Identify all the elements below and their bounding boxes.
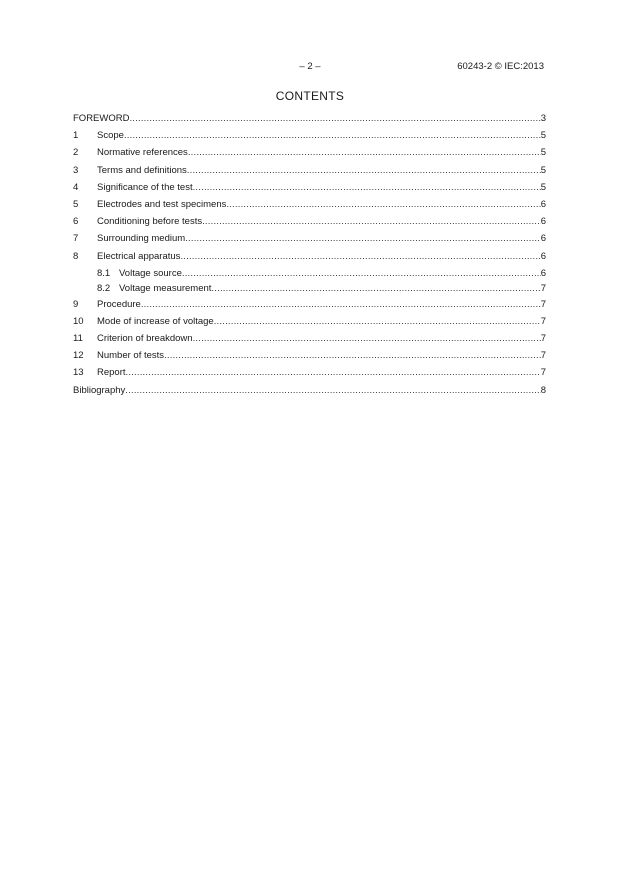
toc-entry-label: Mode of increase of voltage: [97, 315, 214, 327]
dot-leader: [141, 299, 541, 310]
dot-leader: [164, 350, 541, 361]
table-of-contents: [73, 113, 546, 402]
toc-entry-number: 5: [73, 198, 79, 210]
toc-entry[interactable]: [73, 251, 546, 268]
toc-entry-label: Criterion of breakdown: [97, 333, 193, 345]
toc-entry[interactable]: [73, 182, 546, 199]
dot-leader: [185, 233, 541, 244]
toc-entry-number: 9: [73, 298, 79, 310]
page-title: CONTENTS: [275, 89, 345, 103]
toc-entry-label: Electrical apparatus: [97, 250, 181, 262]
toc-subentry[interactable]: [73, 283, 546, 299]
toc-entry-page: 7: [540, 298, 546, 310]
toc-entry-page: 5: [540, 181, 546, 193]
toc-entry-number: 1: [73, 130, 79, 142]
toc-entry-page: 6: [540, 250, 546, 262]
toc-entry-number: 10: [73, 315, 84, 327]
document-id: 60243-2 © IEC:2013: [457, 61, 544, 72]
toc-subentry[interactable]: [73, 268, 546, 284]
dot-leader: [193, 182, 541, 193]
toc-entry-page: 7: [540, 315, 546, 327]
toc-entry-page: 7: [540, 333, 546, 345]
toc-entry[interactable]: [73, 233, 546, 250]
toc-entry-page: 6: [540, 198, 546, 210]
toc-entry-page: 5: [540, 147, 546, 159]
toc-entry[interactable]: [73, 299, 546, 316]
dot-leader: [180, 251, 540, 262]
toc-entry-label: Terms and definitions: [97, 164, 187, 176]
dot-leader: [129, 113, 540, 124]
toc-entry[interactable]: [73, 316, 546, 333]
toc-entry-number: 8.1: [97, 267, 111, 279]
toc-entry-label: Normative references: [97, 147, 188, 159]
dot-leader: [226, 199, 540, 210]
toc-entry-label: Bibliography: [73, 384, 126, 396]
toc-entry-number: 8: [73, 250, 79, 262]
toc-entry-number: 11: [73, 333, 83, 345]
toc-entry[interactable]: [73, 350, 546, 367]
dot-leader: [202, 216, 541, 227]
toc-entry-number: 2: [73, 147, 79, 159]
toc-entry-number: 7: [73, 233, 79, 245]
toc-entry-label: FOREWORD: [73, 113, 130, 124]
toc-entry[interactable]: [73, 333, 546, 350]
toc-entry-label: Number of tests: [97, 350, 165, 362]
toc-entry-number: 4: [73, 181, 79, 193]
toc-entry-page: 8: [540, 384, 546, 396]
toc-entry-number: 13: [73, 367, 84, 379]
toc-entry-number: 3: [73, 164, 79, 176]
toc-entry-label: Scope: [97, 130, 124, 142]
toc-entry-page: 7: [540, 350, 546, 362]
dot-leader: [187, 165, 541, 176]
toc-entry[interactable]: [73, 165, 546, 182]
toc-entry-number: 8.2: [97, 283, 111, 295]
toc-entry-label: Significance of the test: [97, 181, 193, 193]
toc-entry-number: 12: [73, 350, 84, 362]
dot-leader: [126, 367, 541, 378]
toc-entry-label: Voltage measurement: [119, 283, 212, 295]
toc-entry-number: 6: [73, 216, 79, 228]
toc-entry-page: 7: [540, 367, 546, 379]
dot-leader: [188, 147, 541, 158]
toc-entry-page: 7: [540, 283, 546, 295]
dot-leader: [125, 385, 540, 396]
toc-entry-label: Voltage source: [119, 267, 182, 279]
dot-leader: [182, 268, 541, 279]
toc-entry-label: Surrounding medium: [97, 233, 186, 245]
toc-entry-page: 3: [540, 113, 546, 124]
toc-entry[interactable]: [73, 367, 546, 384]
toc-entry-page: 5: [540, 164, 546, 176]
dot-leader: [193, 333, 541, 344]
dot-leader: [214, 316, 541, 327]
dot-leader: [124, 130, 541, 141]
dot-leader: [211, 283, 540, 294]
toc-entry-label: Conditioning before tests: [97, 216, 203, 228]
toc-entry[interactable]: [73, 216, 546, 233]
toc-entry-page: 6: [540, 267, 546, 279]
toc-entry-label: Electrodes and test specimens: [97, 198, 227, 210]
toc-entry-page: 6: [540, 233, 546, 245]
toc-entry-label: Report: [97, 367, 126, 379]
toc-entry[interactable]: [73, 113, 546, 130]
page-number: – 2 –: [299, 61, 321, 72]
toc-entry[interactable]: [73, 199, 546, 216]
toc-entry[interactable]: [73, 147, 546, 164]
toc-entry[interactable]: [73, 130, 546, 147]
toc-entry[interactable]: [73, 385, 546, 402]
toc-entry-page: 5: [540, 130, 546, 142]
toc-entry-page: 6: [540, 216, 546, 228]
toc-entry-label: Procedure: [97, 298, 141, 310]
